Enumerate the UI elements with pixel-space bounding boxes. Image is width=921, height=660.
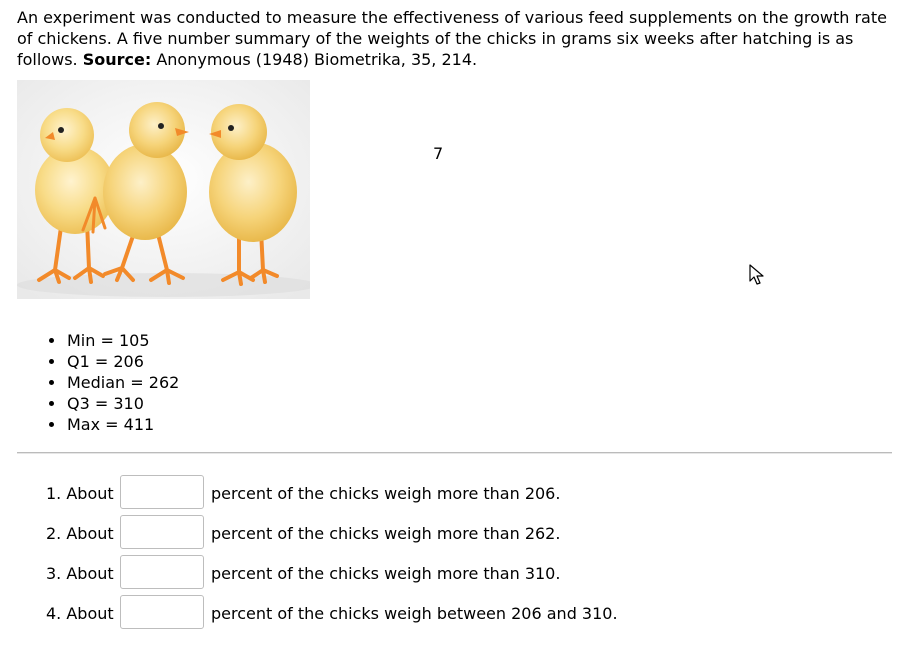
list-item	[49, 393, 179, 414]
chicks-illustration	[17, 80, 310, 299]
stray-number-text: 7	[433, 144, 444, 163]
list-item	[49, 414, 179, 435]
bullet-icon	[49, 338, 54, 343]
summary-median: Median = 262	[67, 373, 180, 392]
question-4-answer-input[interactable]	[120, 595, 204, 629]
question-3-number: 3. About	[46, 564, 114, 583]
list-item	[49, 330, 179, 351]
summary-max: Max = 411	[67, 415, 155, 434]
intro-text: An experiment was conducted to measure the effectiveness of various feed supplements on the growth rate of chickens. A five number summary of the weights of the chicks in grams six weeks after hatching is as follows.	[17, 8, 887, 69]
list-item	[49, 372, 179, 393]
question-2-number: 2. About	[46, 524, 114, 543]
mouse-pointer-icon	[749, 264, 765, 286]
chicks-image	[17, 80, 310, 299]
question-2-answer-input[interactable]	[120, 515, 204, 549]
intro-paragraph	[17, 7, 907, 70]
bullet-icon	[49, 380, 54, 385]
list-item	[49, 351, 179, 372]
question-3-answer-input[interactable]	[120, 555, 204, 589]
source-text: Anonymous (1948) Biometrika, 35, 214.	[156, 50, 478, 69]
divider	[17, 452, 892, 454]
question-2-text: percent of the chicks weigh more than 262.	[211, 524, 561, 543]
five-number-summary-list	[49, 330, 179, 435]
summary-min: Min = 105	[67, 331, 150, 350]
question-3-text: percent of the chicks weigh more than 310.	[211, 564, 561, 583]
question-1-answer-input[interactable]	[120, 475, 204, 509]
question-1-number: 1. About	[46, 484, 114, 503]
bullet-icon	[49, 401, 54, 406]
summary-q3: Q3 = 310	[67, 394, 144, 413]
bullet-icon	[49, 359, 54, 364]
bullet-icon	[49, 422, 54, 427]
source-label: Source:	[82, 50, 152, 69]
summary-q1: Q1 = 206	[67, 352, 144, 371]
question-4-number: 4. About	[46, 604, 114, 623]
question-4-text: percent of the chicks weigh between 206 and 310.	[211, 604, 618, 623]
question-1-text: percent of the chicks weigh more than 206.	[211, 484, 561, 503]
